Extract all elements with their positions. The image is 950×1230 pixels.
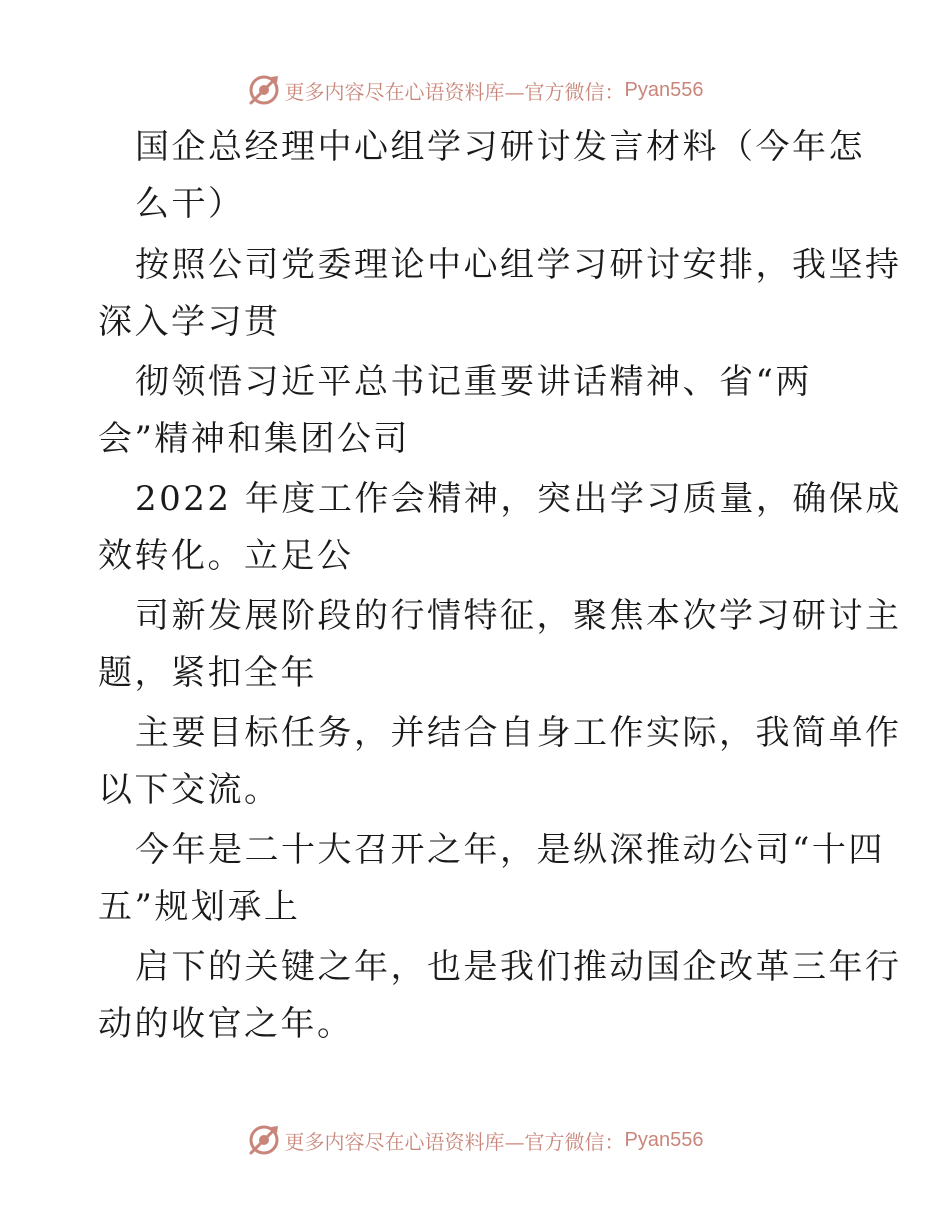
text-line: 国企总经理中心组学习研讨发言材料（今年怎 [135, 127, 865, 167]
text-line: 么干） [135, 184, 245, 224]
logo-icon [247, 73, 281, 107]
text-line: 2022 年度工作会精神，突出学习质量，确保成 [135, 479, 902, 519]
text-line: 以下交流。 [98, 770, 281, 810]
logo-icon [247, 1123, 281, 1157]
text-line: 深入学习贯 [98, 302, 281, 342]
text-line: 按照公司党委理论中心组学习研讨安排，我坚持 [135, 245, 902, 285]
watermark-footer [0, 1120, 950, 1160]
text-line: 五”规划承上 [98, 887, 301, 927]
text-line: 会”精神和集团公司 [98, 419, 410, 459]
text-line: 彻领悟习近平总书记重要讲话精神、省“两 [135, 362, 812, 402]
text-line: 今年是二十大召开之年，是纵深推动公司“十四 [135, 830, 885, 870]
text-line: 司新发展阶段的行情特征，聚焦本次学习研讨主 [135, 596, 902, 636]
watermark-header [0, 70, 950, 110]
text-line: 主要目标任务，并结合自身工作实际，我简单作 [135, 713, 902, 753]
text-line: 启下的关键之年，也是我们推动国企改革三年行 [135, 947, 902, 987]
text-line: 题，紧扣全年 [98, 653, 317, 693]
watermark-text: 更多内容尽在心语资料库—官方微信： [284, 1129, 625, 1154]
watermark-id: Pyan556 [624, 78, 704, 101]
text-line: 效转化。立足公 [98, 536, 354, 576]
text-line: 动的收官之年。 [98, 1004, 354, 1044]
watermark-id: Pyan556 [624, 1128, 704, 1151]
watermark-text: 更多内容尽在心语资料库—官方微信： [284, 79, 625, 104]
